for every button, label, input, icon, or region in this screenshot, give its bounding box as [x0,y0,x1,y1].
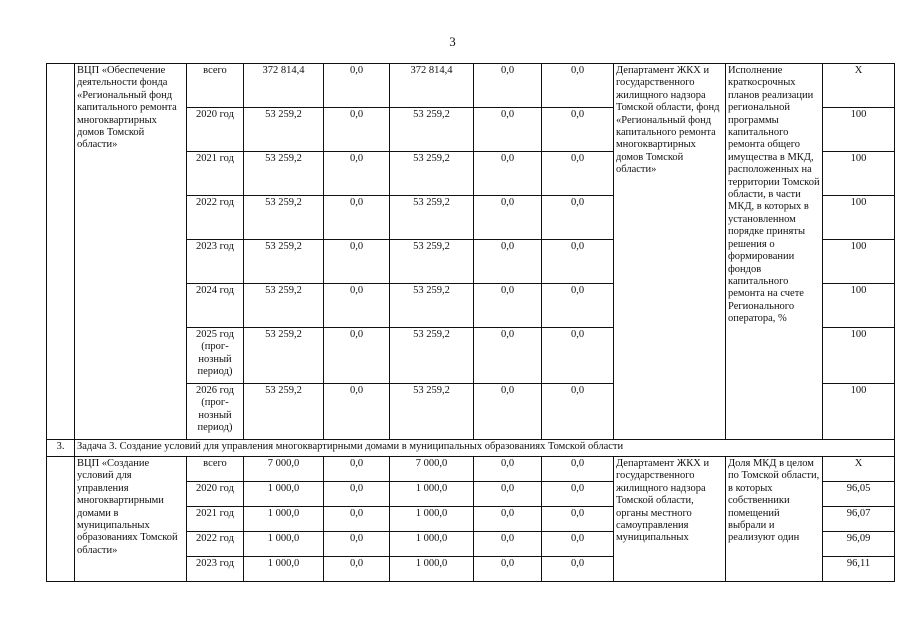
row-number-cell [47,457,75,582]
other-cell: 0,0 [542,284,614,328]
year-cell: 2026 год (прог-нозный период) [187,384,244,440]
municipal-cell: 0,0 [474,384,542,440]
total-cell: 53 259,2 [244,196,324,240]
indicator-value-cell: 96,05 [823,482,895,507]
municipal-cell: 0,0 [474,108,542,152]
total-cell: 53 259,2 [244,240,324,284]
page-number: 3 [449,34,456,49]
year-cell: 2022 год [187,532,244,557]
total-cell: 1 000,0 [244,507,324,532]
other-cell: 0,0 [542,507,614,532]
regional-cell: 53 259,2 [390,384,474,440]
federal-cell: 0,0 [324,64,390,108]
regional-cell: 1 000,0 [390,482,474,507]
indicator-value-cell: 96,09 [823,532,895,557]
other-cell: 0,0 [542,108,614,152]
federal-cell: 0,0 [324,328,390,384]
indicator-value-cell: 100 [823,284,895,328]
total-cell: 53 259,2 [244,328,324,384]
municipal-cell: 0,0 [474,196,542,240]
executor-cell: Департамент ЖКХ и государственного жилищного надзора Томской области, органы местного самоуправления муниципальных [614,457,726,582]
indicator-value-cell: X [823,64,895,108]
indicator-value-cell: 100 [823,240,895,284]
indicator-value-cell: 96,07 [823,507,895,532]
municipal-cell: 0,0 [474,152,542,196]
regional-cell: 1 000,0 [390,557,474,582]
indicator-cell: Доля МКД в целом по Томской области, в которых собственники помещений выбрали и реализуют один [726,457,823,582]
regional-cell: 53 259,2 [390,284,474,328]
indicator-value-cell: 100 [823,152,895,196]
municipal-cell: 0,0 [474,64,542,108]
federal-cell: 0,0 [324,108,390,152]
federal-cell: 0,0 [324,557,390,582]
federal-cell: 0,0 [324,196,390,240]
other-cell: 0,0 [542,64,614,108]
federal-cell: 0,0 [324,152,390,196]
indicator-value-cell: 100 [823,108,895,152]
year-cell: 2020 год [187,482,244,507]
task-number-cell: 3. [47,440,75,457]
other-cell: 0,0 [542,384,614,440]
year-cell: 2020 год [187,108,244,152]
indicator-value-cell: 100 [823,196,895,240]
regional-cell: 7 000,0 [390,457,474,482]
indicator-value-cell: 100 [823,384,895,440]
municipal-cell: 0,0 [474,507,542,532]
total-cell: 372 814,4 [244,64,324,108]
total-cell: 1 000,0 [244,532,324,557]
program-table [46,63,895,582]
year-cell: 2021 год [187,152,244,196]
regional-cell: 1 000,0 [390,507,474,532]
indicator-value-cell: 100 [823,328,895,384]
federal-cell: 0,0 [324,240,390,284]
municipal-cell: 0,0 [474,328,542,384]
municipal-cell: 0,0 [474,557,542,582]
program-name-cell: ВЦП «Создание условий для управления многоквартирными домами в муниципальных образованиях Томской области» [75,457,187,582]
year-cell: 2024 год [187,284,244,328]
program-name-cell: ВЦП «Обеспечение деятельности фонда «Региональный фонд капитального ремонта многоквартирных домов Томской области» [75,64,187,440]
indicator-cell: Исполнение краткосрочных планов реализации региональной программы капитального ремонта общего имущества в МКД, расположенных на территории Томской области, в части МКД, в которых в установленном порядке приняты решения о формировании фондов капитального ремонта на счете Регионального оператора, % [726,64,823,440]
other-cell: 0,0 [542,328,614,384]
regional-cell: 372 814,4 [390,64,474,108]
year-cell: всего [187,457,244,482]
regional-cell: 53 259,2 [390,108,474,152]
total-cell: 53 259,2 [244,108,324,152]
other-cell: 0,0 [542,152,614,196]
other-cell: 0,0 [542,196,614,240]
other-cell: 0,0 [542,532,614,557]
total-cell: 1 000,0 [244,557,324,582]
year-cell: 2021 год [187,507,244,532]
federal-cell: 0,0 [324,482,390,507]
row-number-cell [47,64,75,440]
regional-cell: 53 259,2 [390,328,474,384]
federal-cell: 0,0 [324,384,390,440]
other-cell: 0,0 [542,557,614,582]
other-cell: 0,0 [542,457,614,482]
task-row [47,440,895,457]
other-cell: 0,0 [542,240,614,284]
municipal-cell: 0,0 [474,457,542,482]
executor-cell: Департамент ЖКХ и государственного жилищного надзора Томской области, фонд «Региональный фонд капитального ремонта многоквартирных домов Томской области» [614,64,726,440]
year-cell: всего [187,64,244,108]
year-cell: 2022 год [187,196,244,240]
municipal-cell: 0,0 [474,284,542,328]
federal-cell: 0,0 [324,284,390,328]
municipal-cell: 0,0 [474,532,542,557]
federal-cell: 0,0 [324,532,390,557]
regional-cell: 53 259,2 [390,152,474,196]
regional-cell: 1 000,0 [390,532,474,557]
municipal-cell: 0,0 [474,482,542,507]
table-row [47,64,895,108]
table-row [47,457,895,482]
indicator-value-cell: X [823,457,895,482]
year-cell: 2025 год (прог-нозный период) [187,328,244,384]
municipal-cell: 0,0 [474,240,542,284]
indicator-value-cell: 96,11 [823,557,895,582]
year-cell: 2023 год [187,557,244,582]
task-title-cell: Задача 3. Создание условий для управления многоквартирными домами в муниципальных образованиях Томской области [75,440,895,457]
year-cell: 2023 год [187,240,244,284]
total-cell: 53 259,2 [244,384,324,440]
total-cell: 1 000,0 [244,482,324,507]
regional-cell: 53 259,2 [390,196,474,240]
total-cell: 53 259,2 [244,152,324,196]
other-cell: 0,0 [542,482,614,507]
federal-cell: 0,0 [324,507,390,532]
total-cell: 53 259,2 [244,284,324,328]
federal-cell: 0,0 [324,457,390,482]
regional-cell: 53 259,2 [390,240,474,284]
total-cell: 7 000,0 [244,457,324,482]
